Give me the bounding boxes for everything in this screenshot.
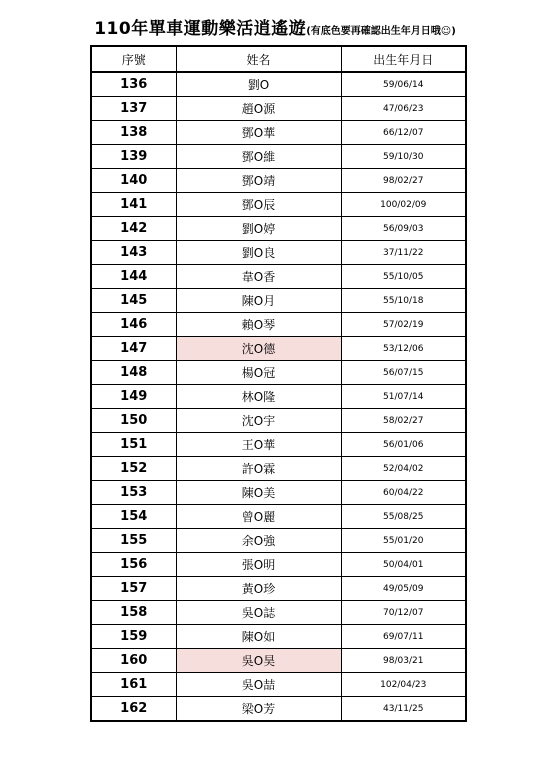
birth-date: 59/10/30	[341, 145, 466, 169]
participant-name: 林O隆	[176, 385, 341, 409]
row-number: 140	[91, 169, 176, 193]
row-number: 148	[91, 361, 176, 385]
row-number: 141	[91, 193, 176, 217]
birth-date: 49/05/09	[341, 577, 466, 601]
row-number: 155	[91, 529, 176, 553]
birth-date: 55/10/05	[341, 265, 466, 289]
table-row	[91, 385, 466, 409]
participant-name: 黃O珍	[176, 577, 341, 601]
birth-date: 102/04/23	[341, 673, 466, 697]
participant-name: 曾O麗	[176, 505, 341, 529]
table-row	[91, 241, 466, 265]
birth-date: 37/11/22	[341, 241, 466, 265]
table-row	[91, 505, 466, 529]
birth-date: 69/07/11	[341, 625, 466, 649]
birth-date: 55/08/25	[341, 505, 466, 529]
row-number: 149	[91, 385, 176, 409]
column-header-dob: 出生年月日	[341, 46, 466, 72]
table-row	[91, 97, 466, 121]
birth-date: 43/11/25	[341, 697, 466, 722]
birth-date: 55/10/18	[341, 289, 466, 313]
participant-name: 梁O芳	[176, 697, 341, 722]
column-header-number: 序號	[91, 46, 176, 72]
participant-name: 鄧O靖	[176, 169, 341, 193]
participant-name: 劉O良	[176, 241, 341, 265]
birth-date: 51/07/14	[341, 385, 466, 409]
table-row	[91, 649, 466, 673]
row-number: 146	[91, 313, 176, 337]
birth-date: 57/02/19	[341, 313, 466, 337]
table-row	[91, 121, 466, 145]
participant-name: 鄧O華	[176, 121, 341, 145]
row-number: 159	[91, 625, 176, 649]
table-body	[91, 72, 466, 721]
table-row	[91, 697, 466, 722]
row-number: 147	[91, 337, 176, 361]
table-row	[91, 72, 466, 97]
title-main: 110年單車運動樂活逍遙遊	[94, 19, 307, 39]
table-row	[91, 625, 466, 649]
birth-date: 60/04/22	[341, 481, 466, 505]
birth-date: 47/06/23	[341, 97, 466, 121]
participant-name: 賴O琴	[176, 313, 341, 337]
row-number: 142	[91, 217, 176, 241]
participant-name: 吳O誌	[176, 601, 341, 625]
row-number: 144	[91, 265, 176, 289]
row-number: 136	[91, 72, 176, 97]
row-number: 152	[91, 457, 176, 481]
participant-name: 鄧O維	[176, 145, 341, 169]
participant-name: 沈O宇	[176, 409, 341, 433]
participant-name-highlighted: 沈O德	[176, 337, 341, 361]
participant-name: 韋O香	[176, 265, 341, 289]
participant-table	[90, 45, 467, 722]
column-header-name: 姓名	[176, 46, 341, 72]
table-row	[91, 553, 466, 577]
table-row	[91, 673, 466, 697]
document-title	[0, 14, 550, 39]
participant-name: 陳O如	[176, 625, 341, 649]
birth-date: 52/04/02	[341, 457, 466, 481]
table-row	[91, 265, 466, 289]
row-number: 139	[91, 145, 176, 169]
table-row	[91, 289, 466, 313]
birth-date: 56/01/06	[341, 433, 466, 457]
table-row	[91, 193, 466, 217]
table-row	[91, 481, 466, 505]
participant-name: 楊O冠	[176, 361, 341, 385]
participant-name: 陳O美	[176, 481, 341, 505]
row-number: 138	[91, 121, 176, 145]
table-row	[91, 409, 466, 433]
table-row	[91, 337, 466, 361]
table-row	[91, 361, 466, 385]
row-number: 153	[91, 481, 176, 505]
participant-name-highlighted: 吳O昊	[176, 649, 341, 673]
row-number: 145	[91, 289, 176, 313]
row-number: 161	[91, 673, 176, 697]
row-number: 151	[91, 433, 176, 457]
row-number: 157	[91, 577, 176, 601]
birth-date: 56/09/03	[341, 217, 466, 241]
birth-date: 98/03/21	[341, 649, 466, 673]
birth-date: 100/02/09	[341, 193, 466, 217]
row-number: 137	[91, 97, 176, 121]
birth-date: 55/01/20	[341, 529, 466, 553]
birth-date: 53/12/06	[341, 337, 466, 361]
birth-date: 66/12/07	[341, 121, 466, 145]
participant-name: 許O霖	[176, 457, 341, 481]
table-row	[91, 145, 466, 169]
participant-name: 劉O婷	[176, 217, 341, 241]
table-row	[91, 457, 466, 481]
row-number: 158	[91, 601, 176, 625]
table-row	[91, 577, 466, 601]
table-row	[91, 169, 466, 193]
birth-date: 70/12/07	[341, 601, 466, 625]
birth-date: 50/04/01	[341, 553, 466, 577]
table-row	[91, 313, 466, 337]
birth-date: 59/06/14	[341, 72, 466, 97]
row-number: 156	[91, 553, 176, 577]
birth-date: 58/02/27	[341, 409, 466, 433]
row-number: 143	[91, 241, 176, 265]
participant-name: 張O明	[176, 553, 341, 577]
birth-date: 56/07/15	[341, 361, 466, 385]
table-row	[91, 217, 466, 241]
row-number: 160	[91, 649, 176, 673]
participant-name: 吳O喆	[176, 673, 341, 697]
participant-name: 鄧O辰	[176, 193, 341, 217]
row-number: 154	[91, 505, 176, 529]
table-row	[91, 601, 466, 625]
table-row	[91, 433, 466, 457]
participant-name: 余O強	[176, 529, 341, 553]
row-number: 162	[91, 697, 176, 722]
table-header-row	[91, 46, 466, 72]
table-row	[91, 529, 466, 553]
participant-name: 陳O月	[176, 289, 341, 313]
participant-name: 王O華	[176, 433, 341, 457]
birth-date: 98/02/27	[341, 169, 466, 193]
participant-name: 劉O	[176, 72, 341, 97]
participant-name: 趙O源	[176, 97, 341, 121]
row-number: 150	[91, 409, 176, 433]
title-note: (有底色要再確認出生年月日哦☺)	[306, 26, 456, 37]
